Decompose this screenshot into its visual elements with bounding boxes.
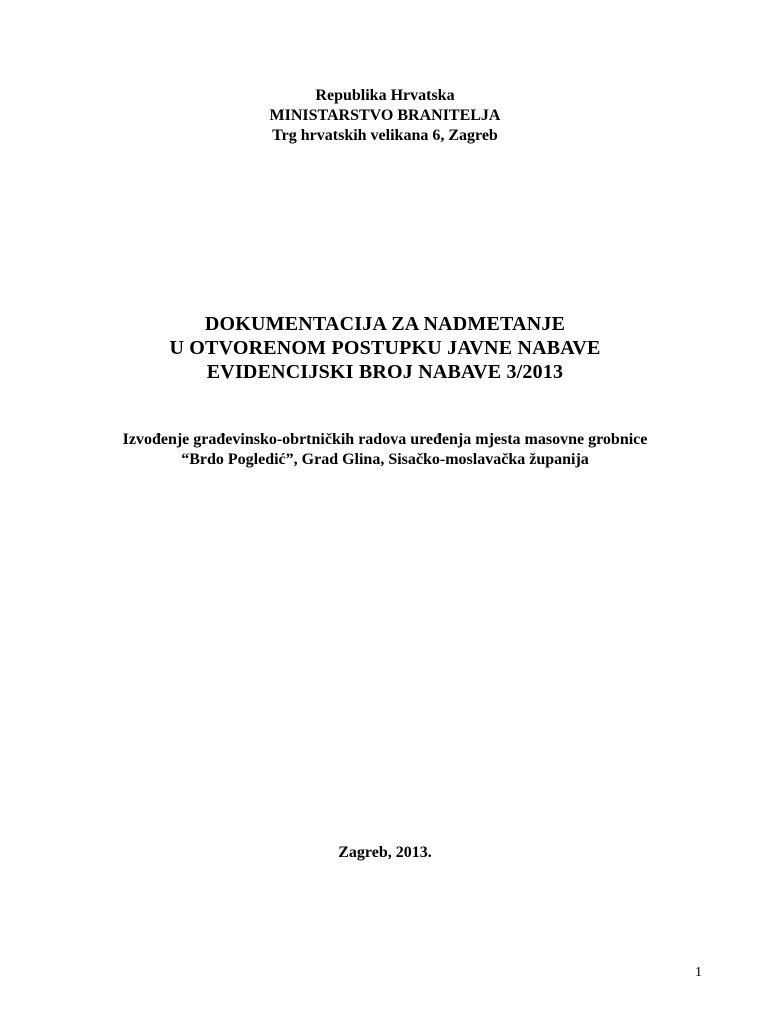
subject-line-2: “Brdo Pogledić”, Grad Glina, Sisačko-moslavačka županija [181,451,589,468]
place-and-date: Zagreb, 2013. [338,844,432,861]
title-line-2: U OTVORENOM POSTUPKU JAVNE NABAVE [169,337,601,359]
page-number: 1 [695,965,702,980]
issuer-header [0,86,770,146]
country-name: Republika Hrvatska [315,87,455,104]
subject-line-1: Izvođenje građevinsko-obrtničkih radova uređenja mjesta masovne grobnice [122,431,648,448]
ministry-name: MINISTARSTVO BRANITELJA [269,107,501,124]
procurement-subject [0,430,770,470]
ministry-address: Trg hrvatskih velikana 6, Zagreb [272,127,498,144]
title-line-1: DOKUMENTACIJA ZA NADMETANJE [204,313,566,335]
title-line-3: EVIDENCIJSKI BROJ NABAVE 3/2013 [206,361,564,383]
document-title [0,312,770,384]
